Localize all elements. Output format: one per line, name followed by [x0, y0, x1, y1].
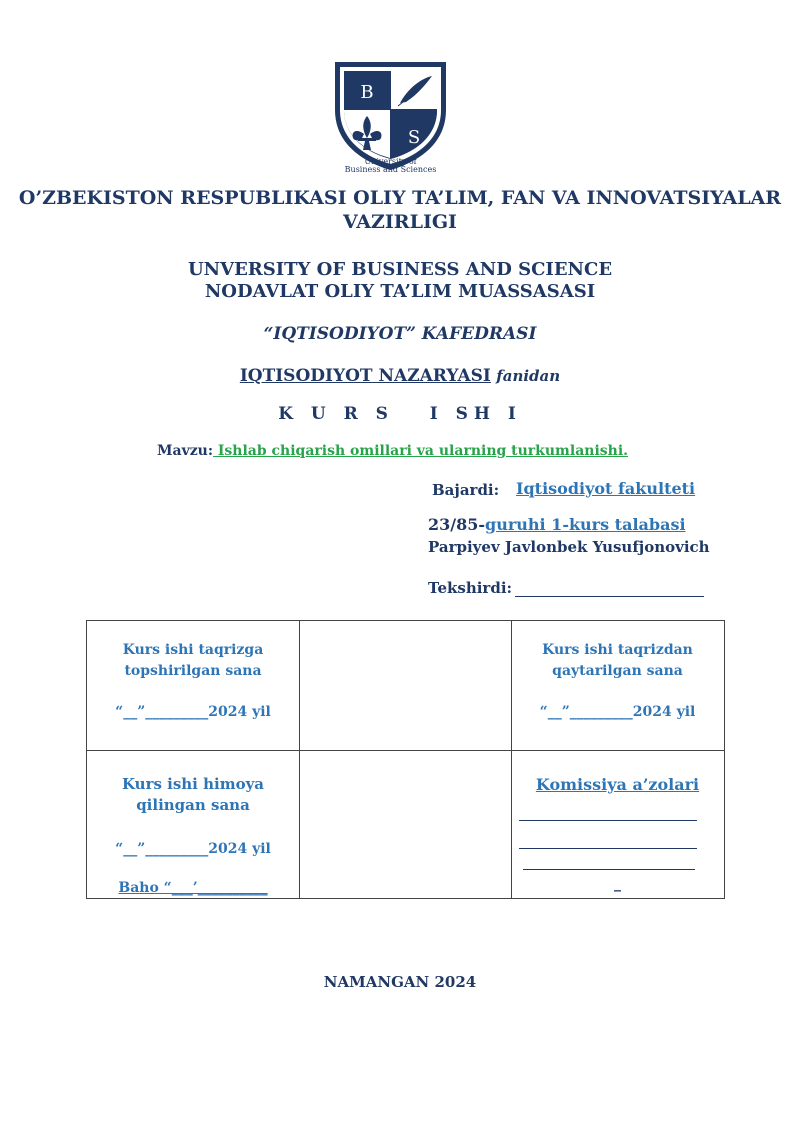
submitted-date: “__”_________2024 yil	[115, 704, 271, 720]
topic-line	[157, 443, 628, 459]
defended-date: “__”_________2024 yil	[115, 841, 271, 857]
logo-caption-line1: University of	[364, 157, 417, 166]
commission-signature-line	[523, 869, 695, 870]
commission-signature-line	[519, 848, 697, 849]
logo-caption-line2: Business and Sciences	[344, 165, 437, 174]
table-divider	[299, 621, 300, 898]
performer-faculty: Iqtisodiyot fakulteti	[516, 479, 696, 498]
defended-label	[87, 774, 299, 816]
returned-label	[511, 640, 724, 682]
submitted-label-line2: topshirilgan sana	[124, 663, 262, 679]
subject-suffix: fanidan	[496, 367, 561, 385]
place-year: NAMANGAN 2024	[323, 973, 477, 991]
subject-name: IQTISODIYOT NAZARYASI	[239, 366, 491, 386]
ministry-line2: VAZIRLIGI	[343, 211, 457, 233]
submitted-label-line1: Kurs ishi taqrizga	[122, 642, 264, 658]
ministry-name	[0, 186, 800, 234]
commission-signature-line	[519, 820, 697, 821]
university-line1: UNVERSITY OF BUSINESS AND SCIENCE	[187, 259, 613, 280]
grade-field: Baho “___’__________	[118, 880, 268, 896]
submitted-label	[87, 640, 299, 682]
logo-letter-b: B	[360, 82, 374, 103]
logo-caption	[318, 158, 463, 174]
subject-line	[0, 366, 800, 386]
defended-label-line2: qilingan sana	[136, 796, 250, 814]
university-line2: NODAVLAT OLIY TA’LIM MUASSASASI	[204, 281, 596, 302]
group-rest: guruhi 1-kurs talabasi	[485, 515, 686, 534]
commission-label: Komissiya a’zolari	[535, 775, 700, 794]
topic-value: Ishlab chiqarish omillari va ularning turkumlanishi.	[213, 443, 629, 459]
returned-label-line2: qaytarilgan sana	[552, 663, 683, 679]
performer-label: Bajardi:	[432, 481, 500, 499]
returned-label-line1: Kurs ishi taqrizdan	[542, 642, 693, 658]
table-divider	[87, 750, 724, 751]
ministry-line1: O’ZBEKISTON RESPUBLIKASI OLIY TA’LIM, FAN VA INNOVATSIYALAR	[18, 187, 782, 209]
checker-label: Tekshirdi:	[428, 579, 513, 597]
defended-label-line1: Kurs ishi himoya	[121, 775, 265, 793]
checker-signature-line	[515, 596, 704, 597]
university-name	[0, 259, 800, 303]
student-name: Parpiyev Javlonbek Yusufjonovich	[428, 538, 710, 556]
commission-dash: _	[614, 876, 621, 892]
department-name: “IQTISODIYOT” KAFEDRASI	[263, 324, 537, 344]
returned-date: “__”_________2024 yil	[539, 704, 696, 720]
performer-group	[428, 515, 686, 534]
work-type-title: K U R S I SH I	[278, 404, 522, 424]
topic-label: Mavzu:	[157, 443, 213, 459]
review-table	[86, 620, 725, 899]
group-prefix: 23/85-	[428, 515, 486, 534]
logo-letter-s: S	[407, 127, 421, 148]
